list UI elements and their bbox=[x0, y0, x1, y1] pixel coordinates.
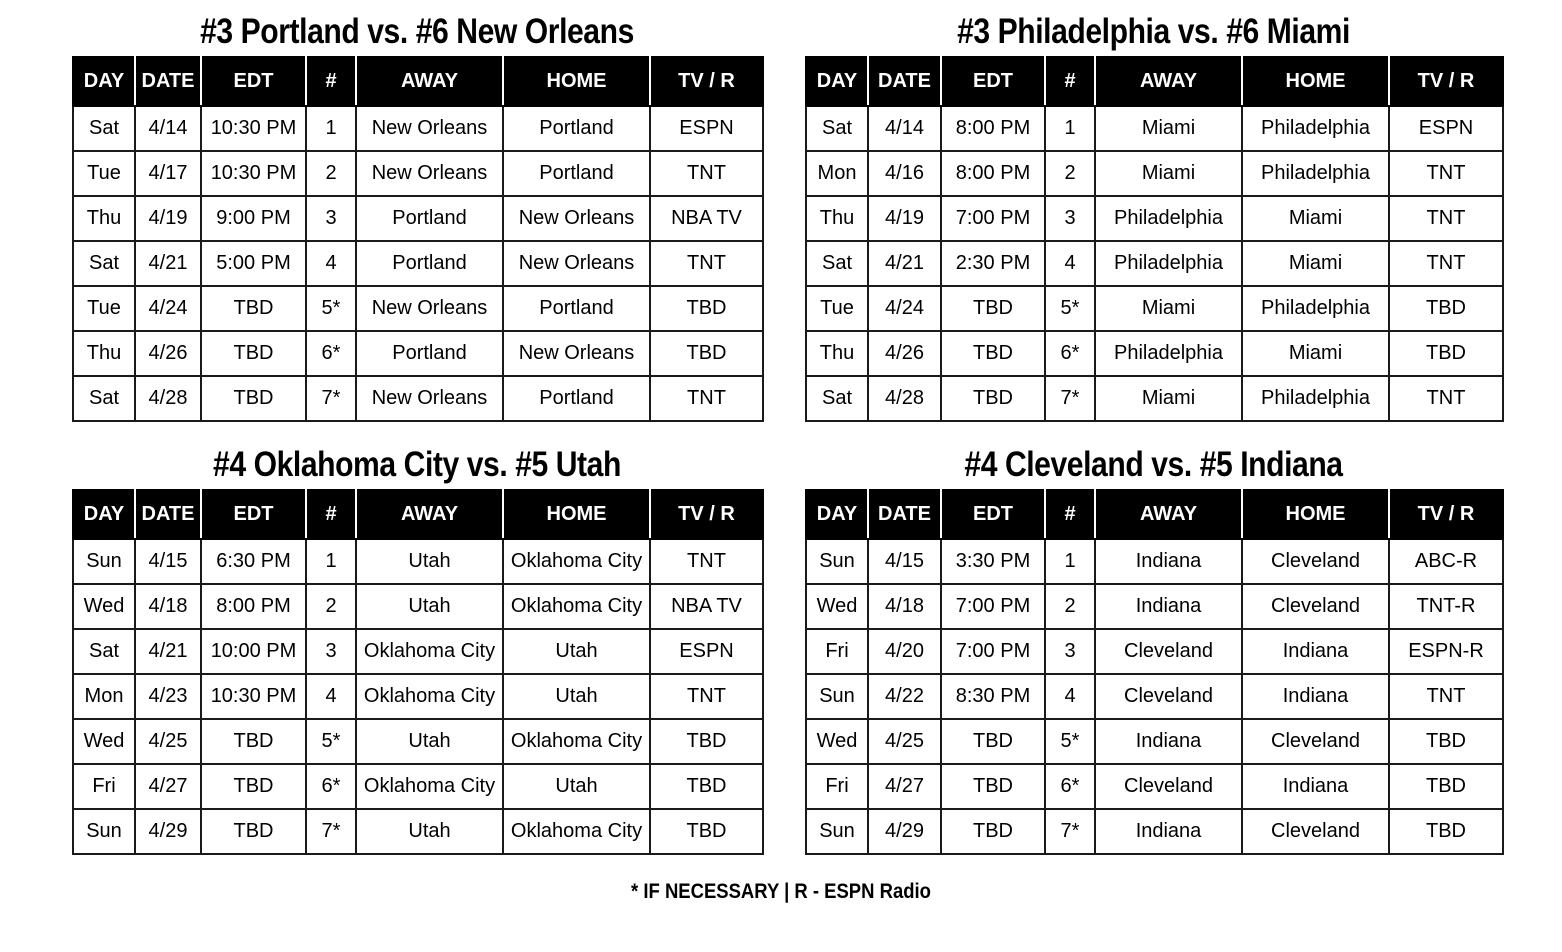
table-cell: Miami bbox=[1095, 106, 1242, 151]
table-cell: Philadelphia bbox=[1095, 331, 1242, 376]
table-cell: Mon bbox=[73, 674, 135, 719]
table-row bbox=[806, 809, 1503, 854]
column-header: DAY bbox=[73, 57, 135, 106]
table-cell: 4/25 bbox=[135, 719, 201, 764]
table-cell: Wed bbox=[806, 719, 868, 764]
header-row bbox=[806, 490, 1503, 539]
table-cell: TBD bbox=[1389, 719, 1503, 764]
table-cell: Cleveland bbox=[1242, 719, 1389, 764]
table-cell: Sun bbox=[73, 539, 135, 584]
table-cell: New Orleans bbox=[503, 196, 650, 241]
table-cell: ESPN bbox=[650, 106, 763, 151]
table-cell: TBD bbox=[201, 331, 306, 376]
table-cell: Sun bbox=[806, 809, 868, 854]
table-row bbox=[73, 539, 763, 584]
table-cell: 4/21 bbox=[135, 241, 201, 286]
table-cell: 4/29 bbox=[868, 809, 941, 854]
table-cell: 4/21 bbox=[868, 241, 941, 286]
table-cell: New Orleans bbox=[356, 286, 503, 331]
table-row bbox=[73, 106, 763, 151]
table-cell: TBD bbox=[201, 376, 306, 421]
table-cell: Sat bbox=[73, 629, 135, 674]
table-cell: 2 bbox=[1045, 584, 1095, 629]
table-row bbox=[806, 764, 1503, 809]
table-cell: 1 bbox=[1045, 539, 1095, 584]
table-cell: 6* bbox=[306, 331, 356, 376]
table-cell: 3 bbox=[306, 196, 356, 241]
column-header: AWAY bbox=[1095, 57, 1242, 106]
table-cell: 4 bbox=[1045, 241, 1095, 286]
table-cell: Miami bbox=[1242, 196, 1389, 241]
table-cell: TBD bbox=[1389, 809, 1503, 854]
column-header: EDT bbox=[201, 57, 306, 106]
table-cell: TNT bbox=[1389, 241, 1503, 286]
table-cell: Thu bbox=[806, 331, 868, 376]
table-cell: Miami bbox=[1095, 376, 1242, 421]
series-title: #4 Cleveland vs. #5 Indiana bbox=[964, 445, 1343, 484]
schedule-table bbox=[805, 56, 1504, 422]
table-row bbox=[73, 809, 763, 854]
table-cell: TNT-R bbox=[1389, 584, 1503, 629]
table-cell: 4 bbox=[306, 674, 356, 719]
table-cell: Sat bbox=[73, 376, 135, 421]
column-header: TV / R bbox=[1389, 57, 1503, 106]
table-cell: 7* bbox=[306, 809, 356, 854]
table-cell: 2:30 PM bbox=[941, 241, 1045, 286]
table-cell: TNT bbox=[1389, 151, 1503, 196]
table-row bbox=[73, 286, 763, 331]
table-cell: TBD bbox=[201, 809, 306, 854]
table-row bbox=[73, 674, 763, 719]
table-cell: Philadelphia bbox=[1095, 196, 1242, 241]
table-cell: 3 bbox=[1045, 629, 1095, 674]
table-cell: 4/25 bbox=[868, 719, 941, 764]
table-cell: TBD bbox=[941, 809, 1045, 854]
table-cell: Mon bbox=[806, 151, 868, 196]
table-cell: 4/14 bbox=[135, 106, 201, 151]
table-cell: 7:00 PM bbox=[941, 629, 1045, 674]
column-header: AWAY bbox=[356, 490, 503, 539]
table-cell: TBD bbox=[201, 719, 306, 764]
table-cell: Oklahoma City bbox=[356, 764, 503, 809]
table-cell: Indiana bbox=[1242, 674, 1389, 719]
table-cell: New Orleans bbox=[356, 106, 503, 151]
table-row bbox=[806, 719, 1503, 764]
table-cell: Oklahoma City bbox=[503, 539, 650, 584]
header-row bbox=[73, 57, 763, 106]
table-cell: 4 bbox=[1045, 674, 1095, 719]
table-cell: Tue bbox=[73, 286, 135, 331]
table-cell: 4/28 bbox=[135, 376, 201, 421]
table-cell: Thu bbox=[806, 196, 868, 241]
table-cell: 4/18 bbox=[135, 584, 201, 629]
table-row bbox=[73, 584, 763, 629]
table-cell: TBD bbox=[201, 286, 306, 331]
table-cell: Fri bbox=[73, 764, 135, 809]
table-cell: TNT bbox=[650, 539, 763, 584]
table-cell: 8:00 PM bbox=[941, 151, 1045, 196]
table-cell: Sun bbox=[806, 674, 868, 719]
column-header: TV / R bbox=[650, 57, 763, 106]
table-cell: Cleveland bbox=[1095, 629, 1242, 674]
table-cell: 7:00 PM bbox=[941, 584, 1045, 629]
table-cell: 4/18 bbox=[868, 584, 941, 629]
table-cell: Cleveland bbox=[1095, 764, 1242, 809]
table-cell: 8:00 PM bbox=[941, 106, 1045, 151]
column-header: # bbox=[1045, 57, 1095, 106]
table-cell: 4/16 bbox=[868, 151, 941, 196]
table-cell: Utah bbox=[503, 764, 650, 809]
table-cell: 1 bbox=[306, 106, 356, 151]
schedule-table bbox=[72, 489, 764, 855]
table-cell: Tue bbox=[806, 286, 868, 331]
table-cell: Tue bbox=[73, 151, 135, 196]
column-header: HOME bbox=[503, 57, 650, 106]
table-cell: Portland bbox=[503, 151, 650, 196]
table-cell: 3 bbox=[306, 629, 356, 674]
table-row bbox=[806, 331, 1503, 376]
series-title: #3 Portland vs. #6 New Orleans bbox=[200, 12, 634, 51]
table-cell: Portland bbox=[503, 106, 650, 151]
table-cell: 10:30 PM bbox=[201, 674, 306, 719]
table-cell: Oklahoma City bbox=[356, 674, 503, 719]
table-cell: 8:30 PM bbox=[941, 674, 1045, 719]
table-cell: 4/19 bbox=[868, 196, 941, 241]
table-cell: Cleveland bbox=[1095, 674, 1242, 719]
column-header: EDT bbox=[941, 490, 1045, 539]
table-cell: Oklahoma City bbox=[503, 584, 650, 629]
table-cell: 10:30 PM bbox=[201, 106, 306, 151]
table-cell: Utah bbox=[356, 584, 503, 629]
table-cell: Sat bbox=[806, 241, 868, 286]
table-cell: 4/28 bbox=[868, 376, 941, 421]
table-cell: New Orleans bbox=[356, 151, 503, 196]
table-cell: Oklahoma City bbox=[503, 809, 650, 854]
table-cell: TNT bbox=[650, 376, 763, 421]
table-cell: New Orleans bbox=[503, 241, 650, 286]
table-cell: 8:00 PM bbox=[201, 584, 306, 629]
table-row bbox=[806, 584, 1503, 629]
table-cell: Oklahoma City bbox=[356, 629, 503, 674]
table-cell: Portland bbox=[356, 241, 503, 286]
table-cell: Wed bbox=[73, 719, 135, 764]
table-cell: 4/19 bbox=[135, 196, 201, 241]
table-cell: TBD bbox=[650, 809, 763, 854]
column-header: EDT bbox=[941, 57, 1045, 106]
table-row bbox=[73, 241, 763, 286]
table-cell: Indiana bbox=[1095, 719, 1242, 764]
table-cell: NBA TV bbox=[650, 196, 763, 241]
table-cell: Cleveland bbox=[1242, 584, 1389, 629]
table-cell: 6:30 PM bbox=[201, 539, 306, 584]
table-cell: 2 bbox=[306, 584, 356, 629]
table-cell: TBD bbox=[650, 719, 763, 764]
table-cell: Miami bbox=[1095, 151, 1242, 196]
table-cell: Sun bbox=[73, 809, 135, 854]
table-cell: Utah bbox=[503, 674, 650, 719]
table-cell: TBD bbox=[201, 764, 306, 809]
table-cell: Indiana bbox=[1095, 809, 1242, 854]
table-cell: 4/26 bbox=[868, 331, 941, 376]
column-header: # bbox=[306, 57, 356, 106]
header-row bbox=[73, 490, 763, 539]
table-row bbox=[73, 196, 763, 241]
table-cell: 4/24 bbox=[135, 286, 201, 331]
table-cell: TNT bbox=[650, 674, 763, 719]
table-cell: Philadelphia bbox=[1242, 106, 1389, 151]
table-cell: Fri bbox=[806, 764, 868, 809]
column-header: DAY bbox=[806, 57, 868, 106]
table-cell: 4/26 bbox=[135, 331, 201, 376]
table-row bbox=[806, 539, 1503, 584]
table-cell: 6* bbox=[1045, 764, 1095, 809]
column-header: DATE bbox=[135, 490, 201, 539]
table-cell: 10:00 PM bbox=[201, 629, 306, 674]
table-cell: 4/20 bbox=[868, 629, 941, 674]
column-header: DAY bbox=[806, 490, 868, 539]
table-cell: 2 bbox=[306, 151, 356, 196]
table-cell: 4/22 bbox=[868, 674, 941, 719]
table-cell: 4 bbox=[306, 241, 356, 286]
table-cell: Miami bbox=[1242, 241, 1389, 286]
table-cell: 1 bbox=[306, 539, 356, 584]
table-cell: Miami bbox=[1095, 286, 1242, 331]
table-cell: TBD bbox=[1389, 286, 1503, 331]
table-cell: Oklahoma City bbox=[503, 719, 650, 764]
table-cell: Portland bbox=[503, 286, 650, 331]
table-cell: 7* bbox=[306, 376, 356, 421]
table-cell: 9:00 PM bbox=[201, 196, 306, 241]
column-header: HOME bbox=[1242, 490, 1389, 539]
table-cell: 7* bbox=[1045, 809, 1095, 854]
table-cell: TNT bbox=[1389, 674, 1503, 719]
table-row bbox=[806, 151, 1503, 196]
table-cell: 5* bbox=[1045, 286, 1095, 331]
column-header: HOME bbox=[1242, 57, 1389, 106]
table-cell: 10:30 PM bbox=[201, 151, 306, 196]
table-cell: 6* bbox=[1045, 331, 1095, 376]
table-cell: 4/27 bbox=[868, 764, 941, 809]
table-cell: 4/29 bbox=[135, 809, 201, 854]
table-cell: New Orleans bbox=[503, 331, 650, 376]
table-cell: 7:00 PM bbox=[941, 196, 1045, 241]
schedule-table bbox=[72, 56, 764, 422]
table-cell: Portland bbox=[356, 331, 503, 376]
column-header: DATE bbox=[868, 57, 941, 106]
table-cell: Utah bbox=[356, 809, 503, 854]
table-cell: Indiana bbox=[1242, 764, 1389, 809]
table-cell: Utah bbox=[503, 629, 650, 674]
table-row bbox=[806, 286, 1503, 331]
column-header: # bbox=[1045, 490, 1095, 539]
table-cell: 4/15 bbox=[868, 539, 941, 584]
column-header: DATE bbox=[135, 57, 201, 106]
table-cell: Thu bbox=[73, 331, 135, 376]
table-cell: TNT bbox=[650, 151, 763, 196]
table-cell: ESPN-R bbox=[1389, 629, 1503, 674]
table-cell: Cleveland bbox=[1242, 539, 1389, 584]
column-header: DATE bbox=[868, 490, 941, 539]
table-cell: 4/21 bbox=[135, 629, 201, 674]
table-row bbox=[806, 106, 1503, 151]
table-cell: TBD bbox=[650, 764, 763, 809]
column-header: DAY bbox=[73, 490, 135, 539]
table-row bbox=[73, 331, 763, 376]
table-cell: TBD bbox=[1389, 331, 1503, 376]
table-row bbox=[806, 674, 1503, 719]
series-title: #3 Philadelphia vs. #6 Miami bbox=[957, 12, 1350, 51]
table-cell: Philadelphia bbox=[1242, 151, 1389, 196]
table-cell: Portland bbox=[356, 196, 503, 241]
column-header: AWAY bbox=[1095, 490, 1242, 539]
column-header: EDT bbox=[201, 490, 306, 539]
table-cell: TBD bbox=[941, 331, 1045, 376]
table-cell: 3 bbox=[1045, 196, 1095, 241]
table-cell: TNT bbox=[1389, 376, 1503, 421]
table-cell: 5:00 PM bbox=[201, 241, 306, 286]
table-cell: TBD bbox=[941, 286, 1045, 331]
table-cell: ESPN bbox=[1389, 106, 1503, 151]
table-row bbox=[73, 629, 763, 674]
table-cell: 4/23 bbox=[135, 674, 201, 719]
table-cell: 7* bbox=[1045, 376, 1095, 421]
table-cell: Wed bbox=[806, 584, 868, 629]
table-cell: TBD bbox=[1389, 764, 1503, 809]
table-cell: TBD bbox=[941, 376, 1045, 421]
table-cell: 3:30 PM bbox=[941, 539, 1045, 584]
table-cell: 2 bbox=[1045, 151, 1095, 196]
table-cell: Wed bbox=[73, 584, 135, 629]
footer-note: * IF NECESSARY | R - ESPN Radio bbox=[631, 880, 931, 903]
table-cell: TNT bbox=[650, 241, 763, 286]
column-header: TV / R bbox=[650, 490, 763, 539]
table-cell: Philadelphia bbox=[1095, 241, 1242, 286]
table-cell: TBD bbox=[650, 331, 763, 376]
table-cell: 5* bbox=[306, 286, 356, 331]
table-row bbox=[73, 719, 763, 764]
table-row bbox=[806, 241, 1503, 286]
table-cell: Sat bbox=[806, 106, 868, 151]
table-row bbox=[806, 629, 1503, 674]
table-cell: 4/17 bbox=[135, 151, 201, 196]
table-cell: Indiana bbox=[1242, 629, 1389, 674]
series-title: #4 Oklahoma City vs. #5 Utah bbox=[213, 445, 621, 484]
table-row bbox=[73, 151, 763, 196]
table-row bbox=[806, 376, 1503, 421]
table-cell: Utah bbox=[356, 719, 503, 764]
table-cell: Cleveland bbox=[1242, 809, 1389, 854]
table-cell: Thu bbox=[73, 196, 135, 241]
header-row bbox=[806, 57, 1503, 106]
table-cell: 6* bbox=[306, 764, 356, 809]
table-cell: Indiana bbox=[1095, 539, 1242, 584]
table-row bbox=[73, 376, 763, 421]
table-cell: 5* bbox=[306, 719, 356, 764]
table-cell: Utah bbox=[356, 539, 503, 584]
table-cell: TBD bbox=[941, 764, 1045, 809]
table-cell: Miami bbox=[1242, 331, 1389, 376]
table-cell: ESPN bbox=[650, 629, 763, 674]
table-cell: 5* bbox=[1045, 719, 1095, 764]
table-cell: NBA TV bbox=[650, 584, 763, 629]
table-row bbox=[73, 764, 763, 809]
table-cell: 4/24 bbox=[868, 286, 941, 331]
table-cell: TBD bbox=[650, 286, 763, 331]
column-header: HOME bbox=[503, 490, 650, 539]
table-cell: Portland bbox=[503, 376, 650, 421]
table-cell: 1 bbox=[1045, 106, 1095, 151]
table-cell: 4/15 bbox=[135, 539, 201, 584]
table-cell: 4/14 bbox=[868, 106, 941, 151]
table-cell: Fri bbox=[806, 629, 868, 674]
table-cell: Sat bbox=[73, 241, 135, 286]
table-cell: Sun bbox=[806, 539, 868, 584]
column-header: AWAY bbox=[356, 57, 503, 106]
table-cell: Sat bbox=[806, 376, 868, 421]
table-cell: Indiana bbox=[1095, 584, 1242, 629]
schedule-table bbox=[805, 489, 1504, 855]
table-cell: New Orleans bbox=[356, 376, 503, 421]
column-header: TV / R bbox=[1389, 490, 1503, 539]
column-header: # bbox=[306, 490, 356, 539]
table-row bbox=[806, 196, 1503, 241]
table-cell: 4/27 bbox=[135, 764, 201, 809]
table-cell: Philadelphia bbox=[1242, 376, 1389, 421]
table-cell: Philadelphia bbox=[1242, 286, 1389, 331]
table-cell: ABC-R bbox=[1389, 539, 1503, 584]
table-cell: TNT bbox=[1389, 196, 1503, 241]
table-cell: TBD bbox=[941, 719, 1045, 764]
table-cell: Sat bbox=[73, 106, 135, 151]
